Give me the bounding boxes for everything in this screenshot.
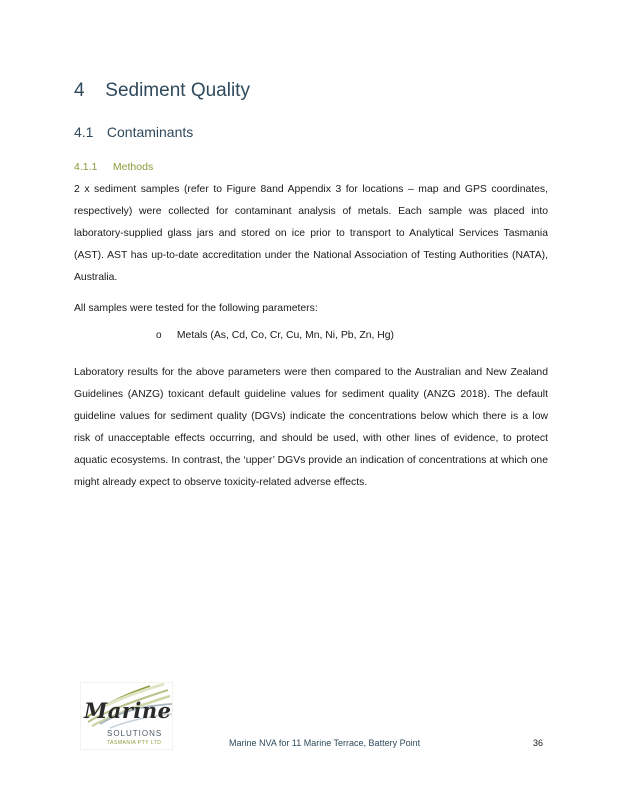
subsection-heading — [74, 124, 193, 140]
paragraph-parameters-intro: All samples were tested for the following parameters: — [74, 303, 318, 314]
paragraph-methods: 2 x sediment samples (refer to Figure 8and Appendix 3 for locations – map and GPS coordinates, respectively) were collected for contaminant analysis of metals. Each sample was placed into laboratory-supplied glass jars and stored on ice prior to transport to Analytical Services Tasmania (AST). AST has up-to-date accreditation under the National Association of Testing Authorities (NATA), Australia. — [74, 184, 548, 283]
logo-subtitle-text: TASMANIA PTY LTD — [107, 740, 162, 746]
logo-solutions-text: SOLUTIONS — [107, 729, 163, 738]
bullet-item — [156, 330, 394, 341]
subsubsection-title: Methods — [112, 161, 154, 173]
paragraph-guidelines: Laboratory results for the above parameters were then compared to the Australian and New Zealand Guidelines (ANZG) toxicant default guideline values for sediment quality (ANZG 2018). The default guideline values for sediment quality (DGVs) indicate the concentrations below which there is a low risk of unacceptable effects occurring, and should be used, with other lines of evidence, to protect aquatic ecosystems. In contrast, the ‘upper’ DGVs provide an indication of concentrations at which one might already expect to observe toxicity-related adverse effects. — [74, 367, 548, 488]
company-logo — [80, 682, 173, 750]
section-number: 4 — [74, 80, 85, 101]
subsubsection-heading — [74, 161, 153, 173]
subsubsection-number: 4.1.1 — [74, 161, 98, 173]
bullet-marker: o — [156, 330, 162, 341]
footer-page-number: 36 — [533, 738, 544, 748]
section-heading — [74, 80, 250, 102]
logo-wordmark: Marine — [84, 698, 172, 723]
footer-document-title: Marine NVA for 11 Marine Terrace, Battery Point — [229, 738, 421, 748]
subsection-title: Contaminants — [106, 124, 194, 140]
bullet-text: Metals (As, Cd, Co, Cr, Cu, Mn, Ni, Pb, Zn, Hg) — [176, 330, 394, 341]
section-title: Sediment Quality — [105, 80, 250, 101]
subsection-number: 4.1 — [74, 124, 94, 140]
